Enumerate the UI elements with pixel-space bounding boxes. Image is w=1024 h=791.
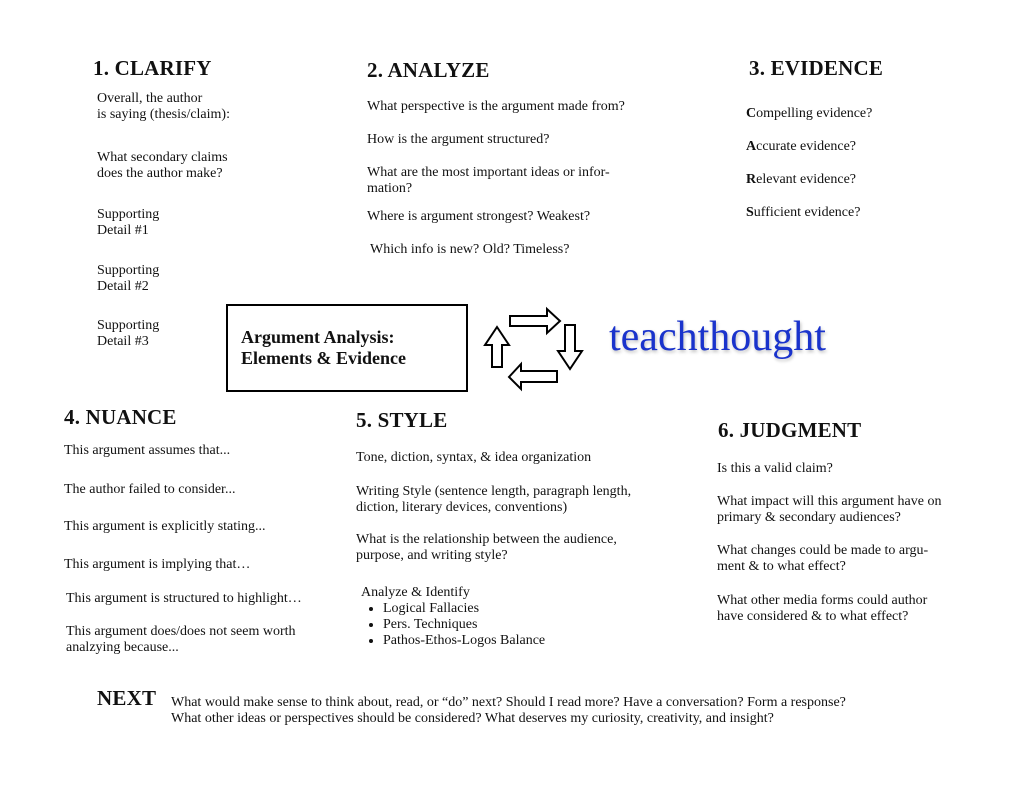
style-list-heading: Analyze & Identify [361,585,470,600]
nuance-item: This argument is implying that… [64,557,251,572]
center-title-box [226,304,468,392]
list-item: • Logical Fallacies [383,601,545,617]
analyze-item: What are the most important ideas or infor- mation? [367,165,610,196]
teachthought-logo: teachthought [609,314,826,360]
style-heading: 5. STYLE [356,408,448,432]
center-title-line: Elements & Evidence [241,348,406,368]
analyze-item: Which info is new? Old? Timeless? [370,242,570,257]
cycle-arrows-icon [478,305,588,399]
nuance-item: This argument assumes that... [64,443,231,458]
nuance-item: This argument is explicitly stating... [64,519,266,534]
nuance-item: This argument is structured to highlight… [66,591,302,606]
judgment-heading: 6. JUDGMENT [718,418,862,442]
analyze-heading: 2. ANALYZE [367,58,490,82]
judgment-item: Is this a valid claim? [717,461,833,476]
nuance-heading: 4. NUANCE [64,405,177,429]
center-title-line: Argument Analysis: [241,327,395,347]
list-item: • Pathos-Ethos-Logos Balance [383,633,545,649]
evidence-heading: 3. EVIDENCE [749,56,884,80]
style-item: Tone, diction, syntax, & idea organization [356,450,592,465]
clarify-item: Overall, the author is saying (thesis/claim): [97,91,230,122]
nuance-item: The author failed to consider... [64,482,236,497]
analyze-item: Where is argument strongest? Weakest? [367,209,591,224]
analyze-item: What perspective is the argument made from? [367,99,625,114]
analyze-item: How is the argument structured? [367,132,550,147]
clarify-item: Supporting Detail #2 [97,263,160,294]
clarify-heading: 1. CLARIFY [93,56,212,80]
clarify-item: Supporting Detail #1 [97,207,160,238]
clarify-item: Supporting Detail #3 [97,318,160,349]
judgment-item: What impact will this argument have on primary & secondary audiences? [717,494,942,525]
clarify-item: What secondary claims does the author make? [97,150,228,181]
next-heading: NEXT [97,686,157,710]
evidence-item-accurate: Accurate evidence? [746,139,856,154]
style-item: What is the relationship between the audience, purpose, and writing style? [356,532,617,563]
next-line: What other ideas or perspectives should be considered? What deserves my curiosity, creativity, and insight? [171,711,774,726]
next-line: What would make sense to think about, read, or “do” next? Should I read more? Have a conversation? Form a response? [171,695,846,710]
nuance-item: This argument does/does not seem worth analzying because... [66,624,296,655]
evidence-item-sufficient: Sufficient evidence? [746,205,861,220]
list-item: • Pers. Techniques [383,617,545,633]
evidence-item-relevant: Relevant evidence? [746,172,857,187]
style-item: Writing Style (sentence length, paragraph length, diction, literary devices, conventions) [356,484,632,515]
style-analyze-list [361,585,545,649]
evidence-item-compelling: Compelling evidence? [746,106,873,121]
judgment-item: What changes could be made to argu- ment & to what effect? [717,543,929,574]
judgment-item: What other media forms could author have considered & to what effect? [717,593,928,624]
